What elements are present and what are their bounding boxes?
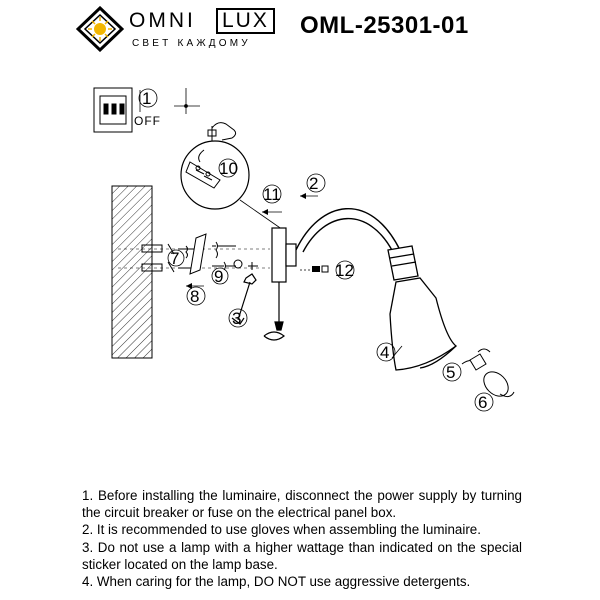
brand-logo	[76, 6, 286, 54]
terminal-detail-circle	[181, 141, 249, 209]
note-item: 2. It is recommended to use gloves when assembling the luminaire.	[82, 522, 481, 538]
lamp-shade	[388, 246, 456, 370]
lamp-base-plate	[264, 228, 296, 340]
step-number: 5	[446, 363, 456, 382]
light-bulb-icon	[470, 349, 513, 401]
step-number: 12	[335, 261, 354, 280]
wall-section	[112, 186, 152, 358]
brand-name-omni: OMNI	[129, 9, 196, 32]
step-12-marker	[300, 261, 354, 280]
step-8-marker	[186, 283, 205, 306]
note-item: 4. When caring for the lamp, DO NOT use aggressive detergents.	[82, 574, 471, 590]
step-number: 4	[380, 343, 390, 362]
step-number: 3	[232, 309, 242, 328]
safety-notes	[82, 487, 522, 590]
step-number: 8	[190, 287, 200, 306]
step-9-marker	[212, 260, 258, 286]
mounting-bracket	[190, 234, 236, 274]
step-2-marker	[300, 174, 325, 199]
breaker-panel-icon	[94, 88, 132, 132]
step-number: 1	[142, 89, 152, 108]
step-number: 11	[263, 185, 281, 204]
flexible-arm	[296, 209, 400, 252]
step-number: 10	[219, 159, 238, 178]
step-11-marker	[262, 185, 282, 215]
installation-diagram	[0, 60, 600, 490]
step-number: 9	[214, 267, 224, 286]
step-number: 2	[309, 174, 319, 193]
header	[0, 0, 600, 60]
crosshair-icon	[174, 88, 200, 114]
note-item: 1. Before installing the luminaire, disconnect the power supply by turning the circuit breaker or fuse on the electrical panel box.	[82, 488, 522, 521]
step-1-marker	[134, 89, 161, 128]
brand-tagline: СВЕТ КАЖДОМУ	[132, 38, 251, 49]
brand-name-lux: LUX	[216, 8, 275, 34]
model-number: OML-25301-01	[300, 12, 469, 39]
note-item: 3. Do not use a lamp with a higher wattage than indicated on the special sticker located on the lamp base.	[82, 539, 522, 572]
step-number: 6	[478, 393, 488, 412]
step-number: 7	[170, 249, 180, 268]
off-label: OFF	[134, 114, 161, 128]
logo-diamond-icon	[76, 6, 124, 52]
step-7-marker	[168, 249, 184, 268]
